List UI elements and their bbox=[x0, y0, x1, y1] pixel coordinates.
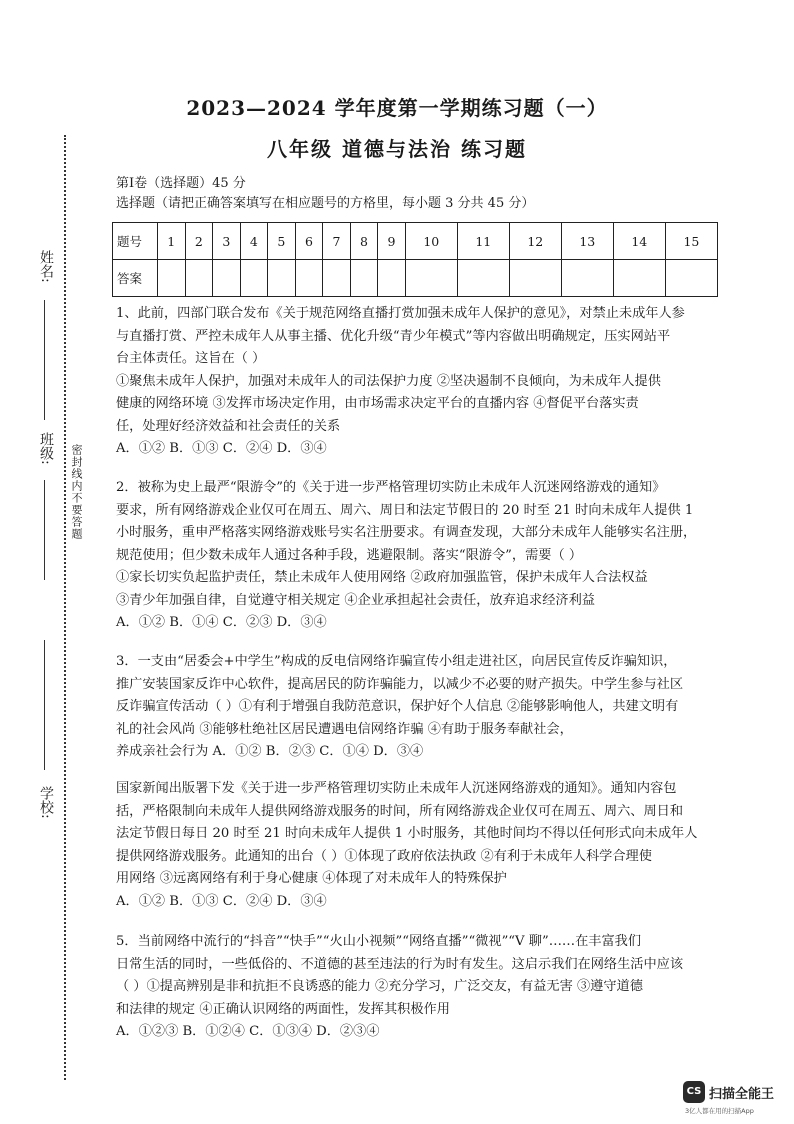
question-line: 3．一支由“居委会+中学生”构成的反电信网络诈骗宣传小组走进社区，向居民宣传反诈骗知识， bbox=[116, 654, 677, 669]
section-heading: 第Ⅰ卷（选择题）45 分 bbox=[116, 176, 246, 191]
answer-cell[interactable] bbox=[561, 260, 613, 297]
question-number-cell: 9 bbox=[378, 223, 406, 260]
page-title: 2023—2024 学年度第一学期练习题（一） bbox=[186, 96, 608, 120]
class-underline bbox=[44, 480, 45, 580]
row-label-answer: 答案 bbox=[113, 260, 158, 297]
answer-cell[interactable] bbox=[665, 260, 717, 297]
question-line: 国家新闻出版署下发《关于进一步严格管理切实防止未成年人沉迷网络游戏的通知》。通知内容包 bbox=[116, 781, 677, 796]
answer-cell[interactable] bbox=[185, 260, 213, 297]
question-line: ①聚焦未成年人保护，加强对未成年人的司法保护力度 ②坚决遏制不良倾向，为未成年人提供 bbox=[116, 373, 661, 389]
question-5 bbox=[116, 931, 752, 1044]
answer-cell[interactable] bbox=[613, 260, 665, 297]
seal-note: 密封线内不要答题 bbox=[70, 444, 83, 540]
question-options: A．①② B．①③ C．②④ D．③④ bbox=[116, 893, 327, 909]
question-line: 与直播打赏、严控未成年人从事主播、优化升级“青少年模式”等内容做出明确规定，压实网站平 bbox=[116, 328, 671, 344]
answer-cell[interactable] bbox=[350, 260, 378, 297]
question-number-cell: 15 bbox=[665, 223, 717, 260]
school-underline bbox=[44, 640, 45, 770]
question-line: 养成亲社会行为 A．①② B．②③ C．①④ D．③④ bbox=[116, 744, 424, 759]
answer-row bbox=[113, 260, 718, 297]
question-line: 2．被称为史上最严“限游令”的《关于进一步严格管理切实防止未成年人沉迷网络游戏的通知》 bbox=[116, 480, 666, 495]
question-line: 提供网络游戏服务。此通知的出台（ ）①体现了政府依法执政 ②有利于未成年人科学合理使 bbox=[116, 848, 652, 864]
question-line: ①家长切实负起监护责任，禁止未成年人使用网络 ②政府加强监管，保护未成年人合法权益 bbox=[116, 570, 648, 585]
answer-cell[interactable] bbox=[509, 260, 561, 297]
question-line: ③青少年加强自律，自觉遵守相关规定 ④企业承担起社会责任，放弃追求经济利益 bbox=[116, 592, 595, 608]
class-label: 班级: bbox=[38, 432, 54, 465]
row-label-number: 题号 bbox=[113, 223, 158, 260]
question-number-row bbox=[113, 223, 718, 260]
question-number-cell: 12 bbox=[509, 223, 561, 260]
answer-cell[interactable] bbox=[213, 260, 241, 297]
school-label: 学校: bbox=[38, 786, 54, 819]
question-line: 用网络 ③远离网络有利于身心健康 ④体现了对未成年人的特殊保护 bbox=[116, 871, 507, 886]
answer-table bbox=[112, 222, 718, 297]
scanner-watermark bbox=[683, 1079, 783, 1119]
question-line: 和法律的规定 ④正确认识网络的两面性，发挥其积极作用 bbox=[116, 1001, 450, 1017]
question-3 bbox=[116, 651, 752, 764]
question-number-cell: 5 bbox=[268, 223, 296, 260]
question-line: 推广安装国家反诈中心软件，提高居民的防诈骗能力，以减少不必要的财产损失。中学生参与社区 bbox=[116, 676, 684, 692]
camscanner-logo-icon: CS bbox=[683, 1081, 705, 1103]
question-line: 小时服务，重申严格落实网络游戏账号实名注册要求。有调查发现，大部分未成年人能够实名注册， bbox=[116, 525, 697, 540]
watermark-app-name: 扫描全能王 bbox=[709, 1087, 775, 1102]
answer-cell[interactable] bbox=[268, 260, 296, 297]
page-subtitle: 八年级 道德与法治 练习题 bbox=[267, 137, 527, 161]
question-number-cell: 4 bbox=[240, 223, 268, 260]
answer-cell[interactable] bbox=[457, 260, 509, 297]
question-number-cell: 6 bbox=[295, 223, 323, 260]
question-line: 法定节假日每日 20 时至 21 时向未成年人提供 1 小时服务，其他时间均不得以任何形式向未成年人 bbox=[116, 826, 698, 841]
question-number-cell: 2 bbox=[185, 223, 213, 260]
question-number-cell: 10 bbox=[405, 223, 457, 260]
question-line: 任，处理好经济效益和社会责任的关系 bbox=[116, 418, 341, 434]
answer-cell[interactable] bbox=[158, 260, 186, 297]
question-line: 规范使用；但少数未成年人通过各种手段，逃避限制。落实“限游令”，需要（ ） bbox=[116, 547, 583, 563]
question-line: 健康的网络环境 ③发挥市场决定作用，由市场需求决定平台的直播内容 ④督促平台落实责 bbox=[116, 396, 639, 411]
question-options: A．①② B．①④ C．②③ D．③④ bbox=[116, 615, 327, 630]
watermark-tagline: 3亿人都在用的扫描App bbox=[685, 1107, 754, 1115]
question-options: A．①② B．①③ C．②④ D．③④ bbox=[116, 441, 327, 456]
question-line: 礼的社会风尚 ③能够杜绝社区居民遭遇电信网络诈骗 ④有助于服务奉献社会， bbox=[116, 721, 573, 737]
question-number-cell: 8 bbox=[350, 223, 378, 260]
question-number-cell: 14 bbox=[613, 223, 665, 260]
question-line: 日常生活的同时，一些低俗的、不道德的甚至违法的行为时有发生。这启示我们在网络生活中应该 bbox=[116, 956, 684, 972]
question-line: 5．当前网络中流行的“抖音”“快手”“火山小视频”“网络直播”“微视”“V 聊”……在丰富我们 bbox=[116, 934, 642, 949]
question-line: 反诈骗宣传活动（ ）①有利于增强自我防范意识，保护好个人信息 ②能够影响他人，共建文明有 bbox=[116, 699, 679, 714]
answer-cell[interactable] bbox=[378, 260, 406, 297]
question-number-cell: 1 bbox=[158, 223, 186, 260]
question-line: 要求，所有网络游戏企业仅可在周五、周六、周日和法定节假日的 20 时至 21 时向未成年人提供 1 bbox=[116, 502, 694, 518]
name-underline bbox=[44, 300, 45, 420]
answer-cell[interactable] bbox=[295, 260, 323, 297]
question-1 bbox=[116, 303, 752, 461]
answer-cell[interactable] bbox=[323, 260, 351, 297]
question-4 bbox=[116, 778, 752, 913]
answer-cell[interactable] bbox=[405, 260, 457, 297]
question-number-cell: 7 bbox=[323, 223, 351, 260]
name-label: 姓名: bbox=[38, 250, 54, 283]
question-line: 1、此前，四部门联合发布《关于规范网络直播打赏加强未成年人保护的意见》，对禁止未成年人参 bbox=[116, 306, 685, 321]
question-number-cell: 13 bbox=[561, 223, 613, 260]
question-line: 括，严格限制向未成年人提供网络游戏服务的时间，所有网络游戏企业仅可在周五、周六、周日和 bbox=[116, 803, 684, 819]
question-line: 台主体责任。这旨在（ ） bbox=[116, 351, 266, 366]
seal-line bbox=[64, 135, 66, 1080]
answer-cell[interactable] bbox=[240, 260, 268, 297]
question-line: （ ）①提高辨别是非和抗拒不良诱惑的能力 ②充分学习，广泛交友，有益无害 ③遵守道德 bbox=[116, 979, 643, 994]
question-number-cell: 11 bbox=[457, 223, 509, 260]
question-options: A．①②③ B．①②④ C．①③④ D．②③④ bbox=[116, 1024, 380, 1039]
section-instruction: 选择题（请把正确答案填写在相应题号的方格里，每小题 3 分共 45 分） bbox=[116, 196, 535, 211]
question-number-cell: 3 bbox=[213, 223, 241, 260]
question-2 bbox=[116, 477, 752, 635]
